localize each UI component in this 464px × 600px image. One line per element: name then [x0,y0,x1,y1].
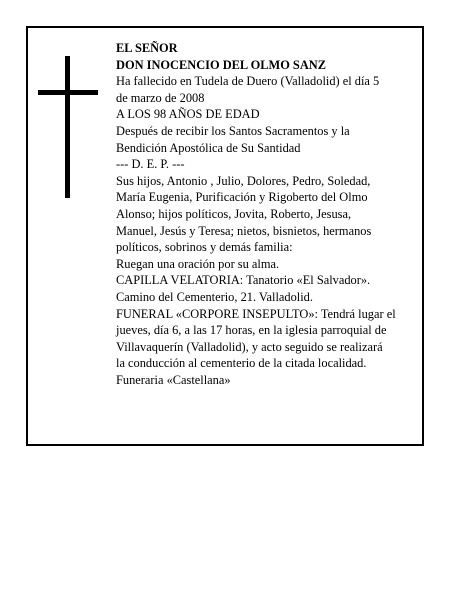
family-line-4: Manuel, Jesús y Teresa; nietos, bisnietos, hermanos [116,223,372,238]
death-place-line-2: de marzo de 2008 [116,90,205,105]
funeral-line-1: FUNERAL «CORPORE INSEPULTO»: Tendrá lugar el [116,306,396,321]
funeral-line-4: la conducción al cementerio de la citada localidad. [116,356,367,371]
sacraments-line-2: Bendición Apostólica de Su Santidad [116,140,301,155]
cross-icon [38,56,98,198]
notice-text-block [116,40,426,388]
chapel-line-1: CAPILLA VELATORIA: Tanatorio «El Salvador». [116,273,371,288]
chapel-line-2: Camino del Cementerio, 21. Valladolid. [116,289,313,304]
cross-horizontal-bar [38,90,98,95]
prayer-request: Ruegan una oración por su alma. [116,256,280,271]
cross-vertical-bar [65,56,70,198]
funeral-line-3: Villavaquerín (Valladolid), y acto seguido se realizará [116,339,383,354]
family-line-5: políticos, sobrinos y demás familia: [116,240,293,255]
rip-line: --- D. E. P. --- [116,157,185,172]
family-line-2: María Eugenia, Purificación y Rigoberto del Olmo [116,190,368,205]
honorific-line: EL SEÑOR [116,41,178,55]
sacraments-line-1: Después de recibir los Santos Sacramentos y la [116,123,350,138]
death-place-line-1: Ha fallecido en Tudela de Duero (Valladolid) el día 5 [116,74,380,89]
age-line: A LOS 98 AÑOS DE EDAD [116,107,260,122]
family-line-3: Alonso; hijos políticos, Jovita, Roberto, Jesusa, [116,206,352,221]
deceased-name: DON INOCENCIO DEL OLMO SANZ [116,57,326,72]
funeral-line-2: jueves, día 6, a las 17 horas, en la iglesia parroquial de [116,323,387,338]
family-line-1: Sus hijos, Antonio , Julio, Dolores, Pedro, Soledad, [116,173,371,188]
funeral-home: Funeraria «Castellana» [116,372,231,387]
obituary-notice [26,26,424,446]
